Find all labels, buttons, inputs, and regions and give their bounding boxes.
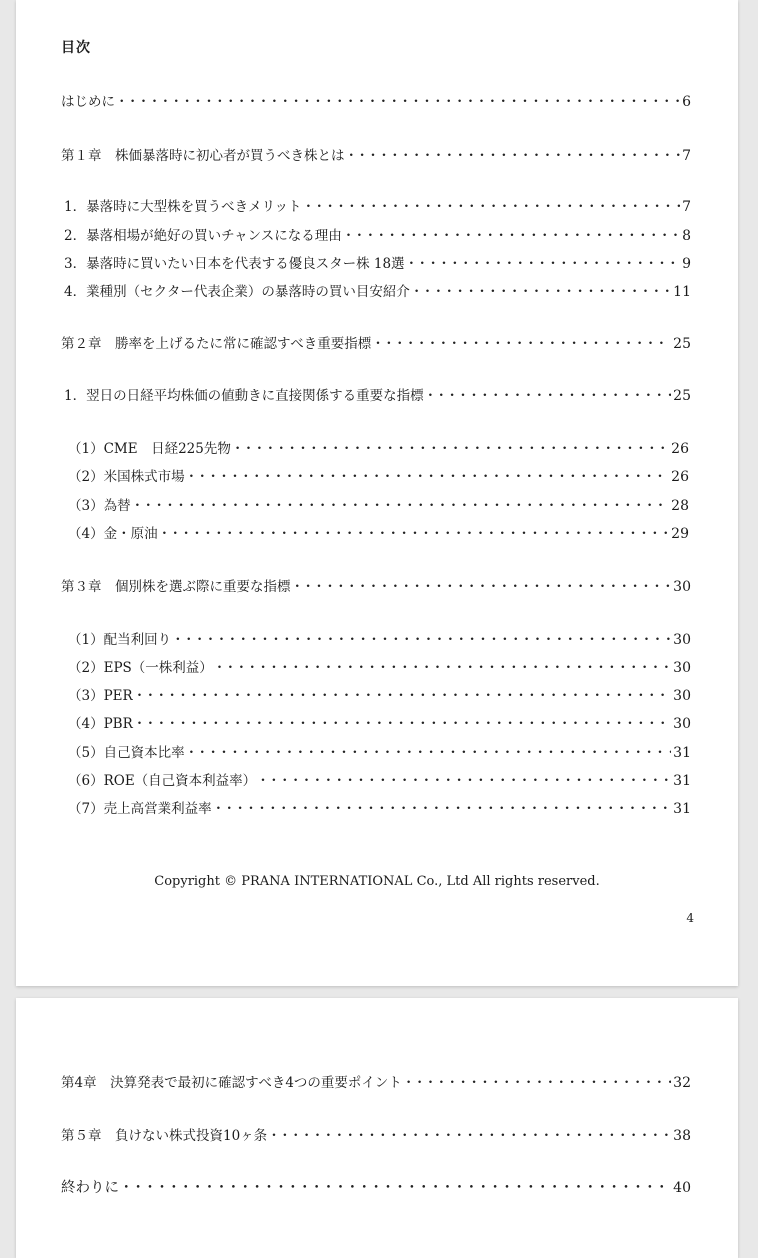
toc-entry[interactable] [68, 437, 689, 457]
toc-entry[interactable] [64, 195, 691, 215]
toc-entry[interactable] [64, 280, 691, 300]
toc-entry-label: （4）金・原油 [68, 526, 158, 542]
toc-entry[interactable] [61, 1071, 691, 1091]
toc-entry-label: はじめに [61, 94, 115, 110]
toc-entry[interactable] [68, 522, 689, 542]
toc-entry-label: （6）ROE（自己資本利益率） [68, 773, 257, 789]
toc-entry-page: 30 [673, 632, 691, 648]
toc-leader-dots [133, 684, 671, 704]
toc-leader-dots [342, 224, 680, 244]
toc-entry-page: 32 [673, 1075, 691, 1091]
toc-entry[interactable] [68, 769, 691, 789]
toc-entry-page: 29 [671, 526, 689, 542]
toc-entry-page: 38 [673, 1128, 691, 1144]
toc-entry-label: 1．翌日の日経平均株価の値動きに直接関係する重要な指標 [64, 388, 424, 404]
toc-entry-page: 7 [682, 199, 691, 215]
toc-entry[interactable] [68, 465, 689, 485]
toc-leader-dots [115, 90, 680, 110]
toc-entry[interactable] [68, 797, 691, 817]
toc-leader-dots [267, 1124, 671, 1144]
toc-leader-dots [402, 1071, 671, 1091]
toc-entry-page: 26 [671, 441, 689, 457]
toc-entry[interactable] [64, 384, 691, 404]
toc-entry-page: 6 [682, 94, 691, 110]
toc-entry-label: （1）配当利回り [68, 632, 172, 648]
toc-leader-dots [119, 1176, 671, 1197]
toc-entry-page: 7 [682, 148, 691, 164]
toc-leader-dots [302, 195, 681, 215]
toc-entry-label: 第１章 株価暴落時に初心者が買うべき株とは [61, 148, 345, 164]
toc-entry-page: 31 [673, 745, 691, 761]
toc-entry[interactable] [68, 684, 691, 704]
toc-leader-dots [256, 769, 671, 789]
toc-leader-dots [185, 741, 672, 761]
toc-entry[interactable] [68, 656, 691, 676]
toc-entry[interactable] [61, 1176, 691, 1197]
toc-entry-label: 第５章 負けない株式投資10ヶ条 [61, 1128, 268, 1144]
toc-leader-dots [291, 575, 672, 595]
toc-entry[interactable] [61, 575, 691, 595]
toc-entry-label: （2）米国株式市場 [68, 469, 185, 485]
toc-leader-dots [410, 280, 671, 300]
toc-entry-page: 9 [682, 256, 691, 272]
toc-leader-dots [131, 494, 670, 514]
toc-entry[interactable] [61, 144, 691, 164]
toc-entry-page: 30 [673, 716, 691, 732]
toc-entry-label: 1．暴落時に大型株を買うべきメリット [64, 199, 302, 215]
toc-entry[interactable] [68, 741, 691, 761]
toc-entry[interactable] [61, 90, 691, 110]
toc-entry[interactable] [61, 1124, 691, 1144]
page-number: 4 [686, 911, 694, 925]
copyright-notice: Copyright © PRANA INTERNATIONAL Co., Ltd All rights reserved. [154, 874, 600, 889]
toc-entry-label: （7）売上高営業利益率 [68, 801, 212, 817]
toc-leader-dots [231, 437, 669, 457]
toc-leader-dots [171, 628, 671, 648]
toc-entry-label: 4．業種別（セクター代表企業）の暴落時の買い目安紹介 [64, 284, 410, 300]
toc-entry-page: 31 [673, 801, 691, 817]
toc-entry-label: 終わりに [61, 1180, 119, 1196]
toc-heading: 目次 [61, 40, 91, 56]
toc-entry-label: （3）PER [68, 688, 133, 704]
toc-entry-label: （3）為替 [68, 498, 131, 514]
toc-leader-dots [133, 712, 671, 732]
toc-entry-label: （5）自己資本比率 [68, 745, 185, 761]
toc-leader-dots [158, 522, 670, 542]
toc-leader-dots [424, 384, 672, 404]
toc-entry-page: 25 [673, 336, 691, 352]
toc-entry[interactable] [68, 712, 691, 732]
document-page-2 [16, 998, 738, 1258]
toc-entry[interactable] [68, 628, 691, 648]
document-page-1 [16, 0, 738, 986]
toc-entry-page: 30 [673, 660, 691, 676]
toc-entry-page: 30 [673, 579, 691, 595]
toc-leader-dots [185, 465, 670, 485]
toc-entry[interactable] [68, 494, 689, 514]
toc-leader-dots [345, 144, 681, 164]
toc-entry-page: 28 [671, 498, 689, 514]
toc-entry-label: （4）PBR [68, 716, 133, 732]
toc-entry-page: 11 [673, 284, 691, 300]
toc-entry-page: 40 [673, 1180, 691, 1196]
toc-entry-page: 25 [673, 388, 691, 404]
toc-entry-label: 第２章 勝率を上げるたに常に確認すべき重要指標 [61, 336, 372, 352]
toc-entry-label: （1）CME 日経225先物 [68, 441, 231, 457]
toc-entry[interactable] [64, 252, 691, 272]
toc-entry-label: 第4章 決算発表で最初に確認すべき4つの重要ポイント [61, 1075, 402, 1091]
toc-leader-dots [212, 797, 672, 817]
toc-leader-dots [213, 656, 671, 676]
toc-entry-label: 第３章 個別株を選ぶ際に重要な指標 [61, 579, 291, 595]
toc-entry-label: （2）EPS（一株利益） [68, 660, 213, 676]
toc-entry-label: 2．暴落相場が絶好の買いチャンスになる理由 [64, 228, 342, 244]
toc-leader-dots [405, 252, 681, 272]
toc-entry-page: 30 [673, 688, 691, 704]
toc-entry[interactable] [64, 224, 691, 244]
toc-leader-dots [371, 332, 671, 352]
toc-entry-page: 31 [673, 773, 691, 789]
toc-entry-page: 8 [682, 228, 691, 244]
toc-entry-label: 3．暴落時に買いたい日本を代表する優良スター株 18選 [64, 256, 405, 272]
toc-entry[interactable] [61, 332, 691, 352]
toc-entry-page: 26 [671, 469, 689, 485]
